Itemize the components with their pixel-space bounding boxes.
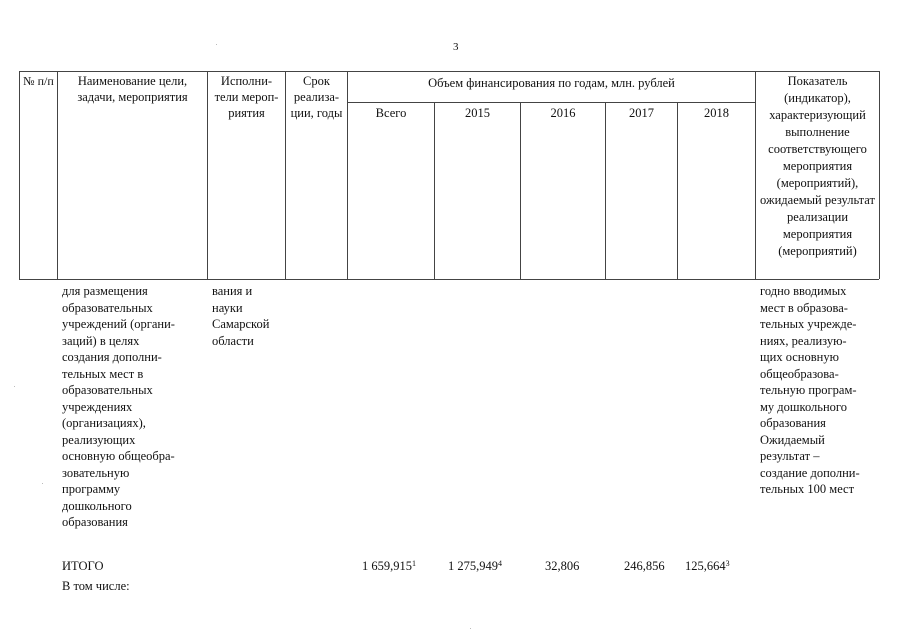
- page-number: 3: [453, 41, 459, 53]
- scan-speck: [216, 44, 217, 45]
- total-all: 1 659,915$^1$: [362, 559, 416, 573]
- header-executors: Исполни- тели мероп- риятия: [214, 74, 279, 120]
- header-num: № п/п: [23, 74, 54, 88]
- header-name: Наименование цели, задачи, мероприятия: [77, 74, 188, 104]
- header-term: Срок реализа- ции, годы: [290, 74, 343, 120]
- header-indicator: Показатель (индикатор), характеризующий выполнение соответствующего мероприятия (мероприятий), ожидаемый результат реализации мероприятия (мероприятий): [760, 74, 875, 258]
- total-2015: 1 275,949$^4$: [448, 559, 502, 573]
- scan-speck: [14, 386, 15, 387]
- header-2016: 2016: [550, 106, 576, 120]
- row-executors-continuation: вания и науки Самарской области: [212, 284, 270, 348]
- header-2015: 2015: [465, 106, 490, 120]
- header-2017: 2017: [629, 106, 654, 120]
- scan-speck: [470, 628, 471, 629]
- header-2018: 2018: [704, 106, 729, 120]
- header-funding: Объем финансирования по годам, млн. рублей: [428, 76, 675, 90]
- total-label: ИТОГО: [62, 559, 104, 573]
- total-2018: 125,664$^3$: [685, 559, 730, 573]
- including-label: В том числе:: [62, 579, 130, 593]
- row-indicator-continuation: годно вводимых мест в образова- тельных учрежде- ниях, реализую- щих основную общеобразова- тельную програм- му дошкольного образования Ожидаемый результат – создание дополни- тельных 100 мест: [760, 284, 860, 496]
- total-2016: 32,806: [545, 559, 580, 573]
- scan-speck: [42, 483, 43, 484]
- row-name-continuation: для размещения образовательных учреждений (органи- заций) в целях создания дополни- тельных мест в образовательных учреждениях (организациях), реализующих основную общеобра- зовательную программу дошкольного образования: [62, 284, 175, 529]
- header-total: Всего: [375, 106, 407, 120]
- total-2017: 246,856: [624, 559, 665, 573]
